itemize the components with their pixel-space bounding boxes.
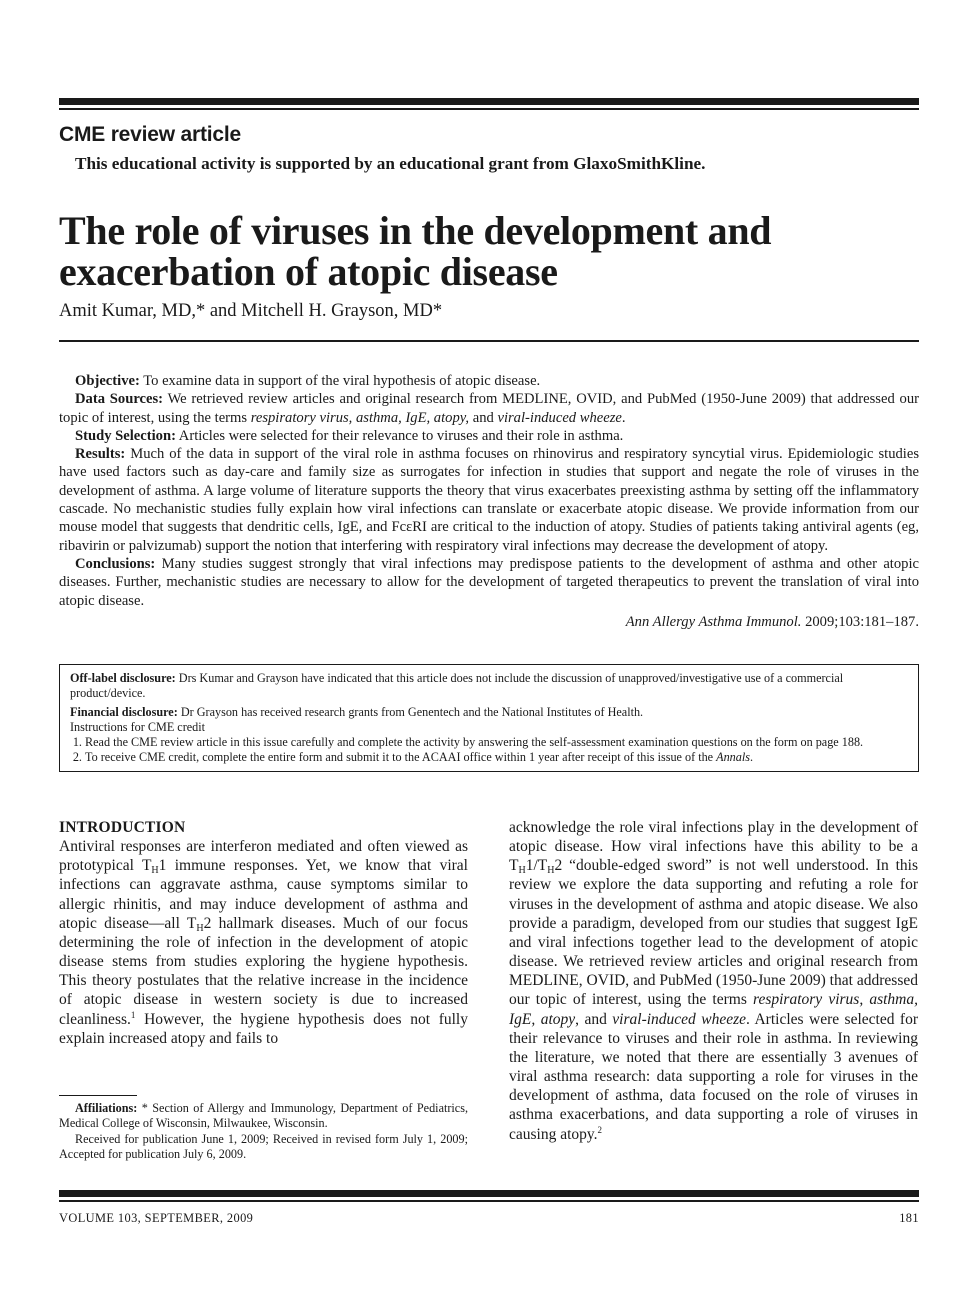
data-sources-and: and — [472, 409, 494, 426]
offlabel-label: Off-label disclosure: — [70, 671, 176, 685]
intro-text: 1 immune responses. Yet, we know that viral infections can aggravate asthma, cause symptoms similar to allergic rhinitis, and may induce development of asthma and atopic disease—all T — [59, 857, 468, 932]
data-sources-text: We retrieved review articles and original research from MEDLINE, OVID, and PubMed (1950-June 2009) that addressed our topic of interest, using the terms — [59, 391, 919, 426]
subscript: H — [196, 922, 204, 934]
column-right — [509, 818, 918, 1144]
results-label: Results: — [75, 446, 126, 463]
offlabel-disclosure — [70, 671, 908, 701]
study-selection-text: Articles were selected for their relevance to viruses and their role in asthma. — [178, 427, 624, 444]
abstract-study-selection — [59, 427, 919, 445]
offlabel-text: Drs Kumar and Grayson have indicated that this article does not include the discussion of unapproved/investigative use of a commercial product/device. — [70, 671, 844, 700]
subscript: H — [518, 865, 526, 877]
subscript: H — [151, 865, 159, 877]
footnote-rule — [59, 1095, 137, 1096]
conclusions-label: Conclusions: — [75, 555, 156, 572]
title-rule — [59, 340, 919, 342]
footer-page-number: 181 — [899, 1211, 919, 1225]
financial-label: Financial disclosure: — [70, 705, 178, 719]
results-text: Much of the data in support of the viral role in asthma focuses on rhinovirus and respiratory syncytial virus. Epidemiologic studies have used factors such as day-care and family size as surrogates for infection in studies that support and negate the role of viruses in the development of asthma. A large volume of literature supports the theory that virus exacerbates preexisting asthma by setting off the inflammatory cascade. No mechanistic studies fully explain how viral infections can translate or exacerbate atopic disease. We provide information from our mouse model that suggests that dendritic cells, IgE, and FcεRI are critical to the induction of atopy. Studies of patients taking antiviral agents (eg, ribavirin or palvizumab) support the notion that interfering with respiratory viral infections may decrease the development of atopy. — [59, 446, 920, 554]
intro-text: Antiviral responses are interferon mediated and often viewed as prototypical T — [59, 838, 468, 875]
disclosure-box — [59, 664, 919, 772]
intro-text: 1/T — [525, 857, 548, 875]
instruction-2-text: To receive CME credit, complete the entire form and submit it to the ACAAI office within 1 year after receipt of this issue of the — [85, 750, 714, 764]
abstract-objective — [59, 372, 919, 390]
introduction-paragraph-start — [59, 837, 468, 1048]
instructions-heading: Instructions for CME credit — [70, 720, 206, 734]
study-selection-label: Study Selection: — [75, 427, 176, 444]
citation-journal: Ann Allergy Asthma Immunol. — [625, 613, 802, 630]
instruction-item: 1. Read the CME review article in this issue carefully and complete the activity by answering the self-assessment examination questions on the form on page 188. — [85, 735, 908, 750]
abstract — [59, 372, 919, 631]
conclusions-text: Many studies suggest strongly that viral infections may predispose patients to the development of asthma and other atopic diseases. Further, mechanistic studies are necessary to allow for the development of targeted therapeutics to prevent the translation of viral into atopic disease. — [59, 555, 919, 609]
bottom-rule-thick — [59, 1190, 919, 1197]
data-sources-label: Data Sources: — [75, 391, 164, 408]
article-title: The role of viruses in the development and exacerbation of atopic disease — [59, 208, 772, 294]
financial-text: Dr Grayson has received research grants from Genentech and the National Institutes of Health. — [180, 705, 644, 719]
intro-terms: respiratory virus, asthma, IgE, atopy — [509, 991, 918, 1028]
intro-text: 2 hallmark diseases. Much of our focus determining the role of infection in the development of atopic disease stems from studies exploring the hygiene hypothesis. This theory postulates that the relative increase in the incidence of atopic disease in western society is due to increased cleanliness. — [59, 914, 468, 1028]
introduction-paragraph-continued — [509, 818, 918, 1144]
bottom-rule-thin — [59, 1200, 919, 1202]
intro-text: , and — [575, 1010, 607, 1028]
citation — [59, 613, 919, 631]
introduction-heading: INTRODUCTION — [59, 819, 186, 836]
top-rule-thin — [59, 108, 919, 110]
article-authors: Amit Kumar, MD,* and Mitchell H. Grayson, MD* — [59, 301, 443, 321]
affiliations-text: * Section of Allergy and Immunology, Department of Pediatrics, Medical College of Wisconsin, Milwaukee, Wisconsin. — [59, 1101, 469, 1131]
reference-superscript: 1 — [130, 1009, 136, 1020]
abstract-results — [59, 445, 919, 555]
intro-term-last: viral-induced wheeze — [612, 1010, 747, 1028]
instruction-item: 2. To receive CME credit, complete the entire form and submit it to the ACAAI office within 1 year after receipt of this issue of the Annals. — [85, 750, 908, 765]
affiliations — [59, 1101, 468, 1132]
footer-volume: VOLUME 103, SEPTEMBER, 2009 — [59, 1211, 254, 1225]
received-dates: Received for publication June 1, 2009; Received in revised form July 1, 2009; Accepted for publication July 6, 2009. — [59, 1131, 468, 1161]
instructions-list — [70, 735, 908, 765]
section-kicker: CME review article — [59, 123, 241, 146]
column-left — [59, 818, 468, 1048]
intro-text-split-right: acknowledge the role viral infections play in the development of atopic disease. How viral infections have this ability to be a T — [509, 819, 918, 875]
instruction-2-italic: Annals — [716, 750, 750, 764]
reference-superscript: 2 — [597, 1124, 603, 1135]
financial-disclosure — [70, 705, 908, 720]
footnotes — [59, 1101, 468, 1162]
intro-text: . Articles were selected for their relevance to viruses and their role in asthma. In reviewing the literature, we noted that there are essentially 3 avenues of viral asthma research: data supporting a role for viruses in the development of asthma, data focused on the role of viruses in asthma exacerbations, and data supporting a role of viruses in causing atopy. — [509, 1010, 918, 1143]
objective-text: To examine data in support of the viral hypothesis of atopic disease. — [143, 373, 541, 389]
data-sources-term-last: viral-induced wheeze — [497, 409, 622, 426]
abstract-data-sources: Data Sources: We retrieved review articles and original research from MEDLINE, OVID, and PubMed (1950-June 2009) that addressed our topic of interest, using the terms respiratory virus, asthma, IgE, atopy, and viral-induced wheeze. — [59, 391, 919, 426]
data-sources-terms: respiratory virus, asthma, IgE, atopy, — [250, 409, 470, 426]
subscript: H — [547, 865, 555, 877]
abstract-conclusions — [59, 555, 919, 610]
affiliations-label: Affiliations: — [75, 1101, 138, 1115]
grant-note: This educational activity is supported by an educational grant from GlaxoSmithKline. — [75, 154, 706, 173]
intro-text-split-left: However, the hygiene hypothesis does not fully explain increased atopy and fails to — [59, 1010, 468, 1047]
citation-ref: 2009;103:181–187. — [805, 613, 919, 630]
objective-label: Objective: — [75, 373, 140, 389]
intro-text: 2 “double-edged sword” is not well understood. In this review we explore the data supporting and refuting a role for viruses in the development of asthma and atopic disease. We also provide a paradigm, developed from our studies that suggest IgE and viral infections together lead to the development of atopic disease. We retrieved review articles and original research from MEDLINE, OVID, and PubMed (1950-June 2009) that addressed our topic of interest, using the terms — [509, 857, 918, 1009]
top-rule-thick — [59, 98, 919, 105]
